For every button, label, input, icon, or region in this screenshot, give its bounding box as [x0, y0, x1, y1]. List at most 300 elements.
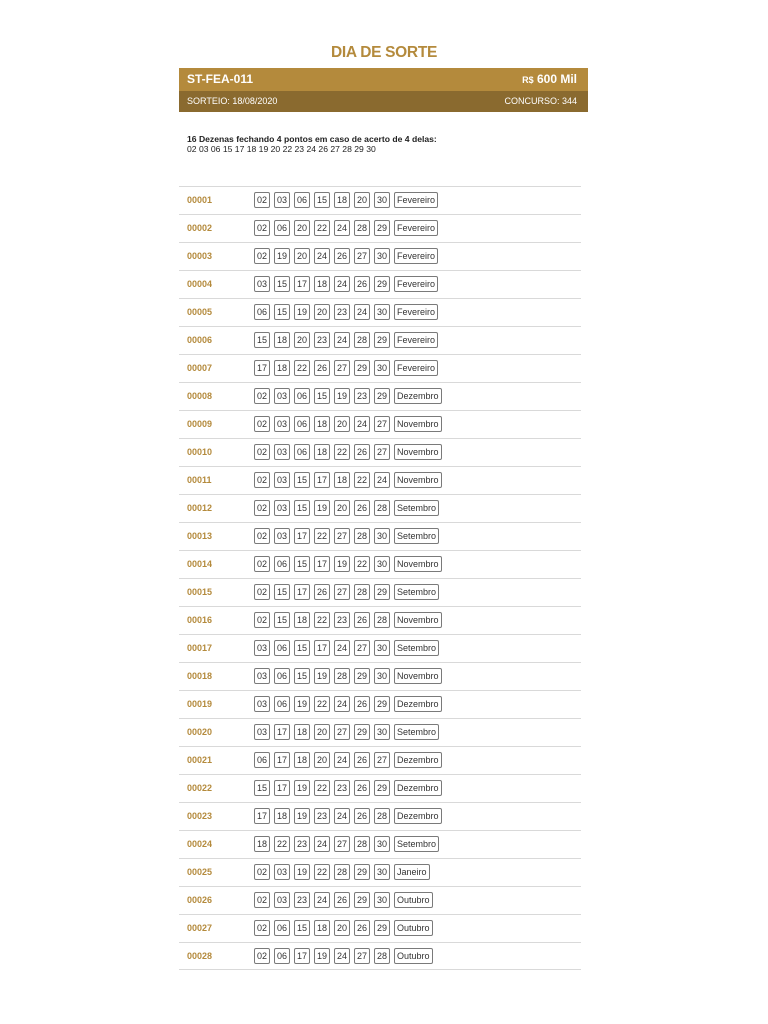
- month-cell: Dezembro: [394, 780, 442, 796]
- number-cell: 19: [334, 388, 350, 404]
- game-id: 00002: [187, 223, 213, 233]
- number-cells: [254, 500, 439, 516]
- number-cell: 30: [374, 360, 390, 376]
- game-id: 00023: [187, 811, 213, 821]
- number-cell: 20: [354, 192, 370, 208]
- number-cell: 24: [334, 696, 350, 712]
- month-cell: Novembro: [394, 416, 442, 432]
- number-cell: 27: [334, 360, 350, 376]
- game-id: 00008: [187, 391, 213, 401]
- number-cell: 02: [254, 528, 270, 544]
- game-id: 00001: [187, 195, 213, 205]
- number-cells: [254, 864, 430, 880]
- info-description: 16 Dezenas fechando 4 pontos em caso de acerto de 4 delas:: [187, 134, 437, 144]
- number-cells: [254, 696, 442, 712]
- number-cell: 22: [314, 780, 330, 796]
- game-id: 00024: [187, 839, 213, 849]
- number-cells: [254, 388, 442, 404]
- number-cell: 28: [374, 612, 390, 628]
- number-cell: 18: [274, 808, 290, 824]
- number-cell: 19: [294, 780, 310, 796]
- number-cell: 20: [334, 500, 350, 516]
- number-cells: [254, 892, 433, 908]
- month-cell: Dezembro: [394, 388, 442, 404]
- game-id: 00013: [187, 531, 213, 541]
- draw-date: SORTEIO: 18/08/2020: [187, 96, 278, 106]
- number-cell: 26: [334, 248, 350, 264]
- prize-amount: [522, 72, 577, 86]
- table-row: [179, 326, 581, 354]
- number-cells: [254, 416, 442, 432]
- month-cell: Setembro: [394, 500, 439, 516]
- number-cell: 18: [294, 752, 310, 768]
- number-cell: 28: [374, 808, 390, 824]
- number-cell: 20: [314, 724, 330, 740]
- number-cell: 02: [254, 612, 270, 628]
- month-cell: Setembro: [394, 528, 439, 544]
- number-cell: 15: [294, 472, 310, 488]
- number-cell: 17: [294, 528, 310, 544]
- number-cell: 02: [254, 920, 270, 936]
- number-cell: 06: [254, 752, 270, 768]
- number-cell: 26: [354, 444, 370, 460]
- month-cell: Novembro: [394, 556, 442, 572]
- number-cell: 24: [314, 892, 330, 908]
- table-row: [179, 690, 581, 718]
- number-cell: 26: [354, 808, 370, 824]
- subheader-band: [179, 91, 588, 112]
- number-cells: [254, 752, 442, 768]
- number-cell: 19: [314, 668, 330, 684]
- number-cell: 03: [274, 528, 290, 544]
- number-cell: 18: [314, 920, 330, 936]
- table-row: [179, 886, 581, 914]
- number-cell: 02: [254, 248, 270, 264]
- game-id: 00028: [187, 951, 213, 961]
- numbers-info: [187, 134, 437, 154]
- game-id: 00019: [187, 699, 213, 709]
- number-cell: 30: [374, 640, 390, 656]
- month-cell: Fevereiro: [394, 192, 438, 208]
- game-id: 00009: [187, 419, 213, 429]
- number-cell: 18: [314, 276, 330, 292]
- number-cells: [254, 836, 439, 852]
- number-cell: 03: [254, 696, 270, 712]
- number-cell: 15: [314, 388, 330, 404]
- table-row: [179, 298, 581, 326]
- number-cell: 24: [374, 472, 390, 488]
- number-cell: 27: [354, 640, 370, 656]
- number-cell: 23: [294, 892, 310, 908]
- number-cells: [254, 472, 442, 488]
- number-cell: 22: [294, 360, 310, 376]
- number-cell: 17: [294, 584, 310, 600]
- number-cells: [254, 192, 438, 208]
- number-cell: 03: [274, 192, 290, 208]
- number-cell: 18: [334, 192, 350, 208]
- number-cell: 28: [354, 836, 370, 852]
- number-cell: 20: [294, 332, 310, 348]
- number-cell: 03: [274, 444, 290, 460]
- number-cell: 06: [294, 388, 310, 404]
- number-cell: 28: [334, 668, 350, 684]
- number-cell: 22: [334, 444, 350, 460]
- number-cell: 30: [374, 668, 390, 684]
- number-cell: 20: [314, 304, 330, 320]
- number-cells: [254, 584, 439, 600]
- month-cell: Setembro: [394, 584, 439, 600]
- table-row: [179, 438, 581, 466]
- number-cell: 27: [334, 584, 350, 600]
- game-id: 00026: [187, 895, 213, 905]
- table-row: [179, 578, 581, 606]
- number-cell: 02: [254, 584, 270, 600]
- table-row: [179, 270, 581, 298]
- table-row: [179, 410, 581, 438]
- number-cell: 06: [274, 220, 290, 236]
- month-cell: Novembro: [394, 612, 442, 628]
- number-cell: 29: [354, 864, 370, 880]
- number-cell: 18: [314, 444, 330, 460]
- number-cell: 27: [334, 836, 350, 852]
- number-cell: 15: [274, 276, 290, 292]
- number-cell: 02: [254, 444, 270, 460]
- game-id: 00021: [187, 755, 213, 765]
- number-cell: 06: [274, 556, 290, 572]
- number-cell: 30: [374, 836, 390, 852]
- month-cell: Fevereiro: [394, 276, 438, 292]
- number-cells: [254, 220, 438, 236]
- table-row: [179, 662, 581, 690]
- table-row: [179, 802, 581, 830]
- game-id: 00017: [187, 643, 213, 653]
- number-cells: [254, 304, 438, 320]
- number-cell: 17: [254, 360, 270, 376]
- game-id: 00014: [187, 559, 213, 569]
- number-cell: 15: [254, 332, 270, 348]
- number-cell: 24: [334, 752, 350, 768]
- number-cell: 15: [294, 640, 310, 656]
- number-cell: 28: [354, 528, 370, 544]
- table-row: [179, 746, 581, 774]
- number-cell: 18: [254, 836, 270, 852]
- number-cell: 23: [334, 304, 350, 320]
- number-cell: 27: [354, 248, 370, 264]
- header-band: [179, 68, 588, 91]
- number-cell: 26: [354, 696, 370, 712]
- number-cell: 24: [334, 332, 350, 348]
- number-cell: 19: [294, 304, 310, 320]
- number-cell: 27: [334, 724, 350, 740]
- number-cells: [254, 528, 439, 544]
- table-row: [179, 858, 581, 886]
- number-cell: 27: [354, 948, 370, 964]
- month-cell: Dezembro: [394, 752, 442, 768]
- number-cell: 30: [374, 892, 390, 908]
- month-cell: Fevereiro: [394, 220, 438, 236]
- table-row: [179, 494, 581, 522]
- number-cell: 02: [254, 948, 270, 964]
- number-cell: 15: [294, 500, 310, 516]
- month-cell: Dezembro: [394, 696, 442, 712]
- month-cell: Setembro: [394, 724, 439, 740]
- number-cell: 23: [314, 332, 330, 348]
- number-cell: 17: [314, 472, 330, 488]
- number-cell: 24: [334, 948, 350, 964]
- number-cell: 06: [294, 416, 310, 432]
- number-cell: 27: [334, 528, 350, 544]
- number-cell: 15: [294, 556, 310, 572]
- number-cell: 28: [354, 220, 370, 236]
- number-cell: 06: [254, 304, 270, 320]
- number-cell: 06: [274, 948, 290, 964]
- prize-currency: R$: [522, 75, 534, 85]
- number-cell: 26: [354, 920, 370, 936]
- game-id: 00003: [187, 251, 213, 261]
- number-cell: 15: [274, 584, 290, 600]
- number-cell: 02: [254, 416, 270, 432]
- number-cell: 26: [354, 276, 370, 292]
- number-cell: 20: [334, 920, 350, 936]
- month-cell: Dezembro: [394, 808, 442, 824]
- number-cell: 27: [374, 416, 390, 432]
- number-cell: 22: [314, 612, 330, 628]
- table-row: [179, 634, 581, 662]
- number-cell: 30: [374, 528, 390, 544]
- number-cell: 15: [274, 612, 290, 628]
- number-cell: 24: [314, 248, 330, 264]
- number-cell: 17: [294, 276, 310, 292]
- number-cell: 02: [254, 472, 270, 488]
- number-cell: 28: [354, 332, 370, 348]
- number-cell: 18: [274, 360, 290, 376]
- number-cell: 28: [354, 584, 370, 600]
- number-cell: 29: [354, 724, 370, 740]
- number-cell: 17: [274, 724, 290, 740]
- table-row: [179, 550, 581, 578]
- number-cells: [254, 780, 442, 796]
- month-cell: Novembro: [394, 472, 442, 488]
- number-cell: 20: [314, 752, 330, 768]
- number-cell: 18: [274, 332, 290, 348]
- table-row: [179, 606, 581, 634]
- number-cell: 26: [354, 500, 370, 516]
- number-cells: [254, 808, 442, 824]
- number-cell: 15: [314, 192, 330, 208]
- number-cell: 30: [374, 556, 390, 572]
- info-numbers: 02 03 06 15 17 18 19 20 22 23 24 26 27 28 29 30: [187, 144, 376, 154]
- number-cell: 29: [374, 332, 390, 348]
- number-cell: 06: [274, 696, 290, 712]
- number-cell: 30: [374, 724, 390, 740]
- number-cells: [254, 668, 442, 684]
- number-cell: 26: [314, 360, 330, 376]
- number-cell: 03: [254, 276, 270, 292]
- number-cell: 29: [354, 892, 370, 908]
- game-id: 00007: [187, 363, 213, 373]
- number-cell: 26: [354, 780, 370, 796]
- number-cell: 23: [334, 780, 350, 796]
- number-cells: [254, 248, 438, 264]
- number-cell: 15: [254, 780, 270, 796]
- number-cell: 29: [374, 220, 390, 236]
- number-cell: 17: [254, 808, 270, 824]
- number-cell: 26: [314, 584, 330, 600]
- number-cell: 02: [254, 892, 270, 908]
- number-cell: 03: [274, 416, 290, 432]
- number-cell: 23: [354, 388, 370, 404]
- number-cells: [254, 920, 433, 936]
- number-cell: 20: [294, 248, 310, 264]
- number-cell: 15: [294, 920, 310, 936]
- number-cell: 29: [374, 920, 390, 936]
- table-row: [179, 522, 581, 550]
- number-cell: 22: [354, 556, 370, 572]
- number-cell: 29: [374, 584, 390, 600]
- number-cell: 28: [334, 864, 350, 880]
- number-cells: [254, 640, 439, 656]
- number-cell: 17: [274, 780, 290, 796]
- game-id: 00004: [187, 279, 213, 289]
- number-cell: 30: [374, 304, 390, 320]
- month-cell: Outubro: [394, 948, 433, 964]
- number-cell: 03: [254, 668, 270, 684]
- number-cell: 18: [334, 472, 350, 488]
- games-table: [179, 186, 581, 970]
- number-cell: 02: [254, 500, 270, 516]
- number-cells: [254, 276, 438, 292]
- table-row: [179, 774, 581, 802]
- number-cell: 03: [274, 500, 290, 516]
- number-cell: 02: [254, 388, 270, 404]
- table-row: [179, 382, 581, 410]
- number-cell: 19: [334, 556, 350, 572]
- month-cell: Setembro: [394, 640, 439, 656]
- number-cell: 24: [334, 640, 350, 656]
- number-cells: [254, 360, 438, 376]
- number-cell: 03: [274, 892, 290, 908]
- game-id: 00018: [187, 671, 213, 681]
- number-cell: 03: [274, 472, 290, 488]
- number-cell: 19: [314, 500, 330, 516]
- number-cell: 24: [334, 808, 350, 824]
- number-cell: 29: [374, 696, 390, 712]
- number-cell: 23: [294, 836, 310, 852]
- table-row: [179, 242, 581, 270]
- table-row: [179, 718, 581, 746]
- number-cell: 22: [314, 220, 330, 236]
- number-cell: 27: [374, 444, 390, 460]
- month-cell: Novembro: [394, 444, 442, 460]
- number-cell: 17: [314, 556, 330, 572]
- number-cell: 26: [334, 892, 350, 908]
- month-cell: Fevereiro: [394, 360, 438, 376]
- month-cell: Setembro: [394, 836, 439, 852]
- table-row: [179, 354, 581, 382]
- game-id: 00010: [187, 447, 213, 457]
- number-cell: 20: [334, 416, 350, 432]
- month-cell: Outubro: [394, 920, 433, 936]
- table-row: [179, 942, 581, 970]
- game-id: 00011: [187, 475, 212, 485]
- number-cell: 03: [254, 724, 270, 740]
- game-id: 00016: [187, 615, 213, 625]
- table-row: [179, 214, 581, 242]
- number-cell: 06: [274, 920, 290, 936]
- number-cell: 03: [254, 640, 270, 656]
- number-cell: 24: [354, 416, 370, 432]
- number-cell: 22: [314, 696, 330, 712]
- number-cell: 28: [374, 948, 390, 964]
- number-cell: 19: [294, 864, 310, 880]
- number-cell: 24: [334, 276, 350, 292]
- number-cell: 17: [314, 640, 330, 656]
- number-cell: 06: [274, 640, 290, 656]
- number-cell: 17: [294, 948, 310, 964]
- number-cell: 06: [274, 668, 290, 684]
- number-cell: 03: [274, 388, 290, 404]
- number-cell: 20: [294, 220, 310, 236]
- month-cell: Outubro: [394, 892, 433, 908]
- number-cell: 23: [314, 808, 330, 824]
- number-cell: 22: [314, 864, 330, 880]
- number-cell: 24: [334, 220, 350, 236]
- game-id: 00020: [187, 727, 213, 737]
- number-cell: 24: [314, 836, 330, 852]
- number-cell: 19: [294, 696, 310, 712]
- game-code: ST-FEA-011: [187, 72, 254, 86]
- number-cell: 23: [334, 612, 350, 628]
- number-cells: [254, 612, 442, 628]
- number-cell: 29: [374, 276, 390, 292]
- number-cell: 26: [354, 752, 370, 768]
- game-id: 00005: [187, 307, 213, 317]
- number-cell: 06: [294, 444, 310, 460]
- number-cell: 28: [374, 500, 390, 516]
- number-cell: 30: [374, 864, 390, 880]
- game-id: 00022: [187, 783, 213, 793]
- number-cell: 19: [274, 248, 290, 264]
- prize-value: 600 Mil: [536, 72, 577, 86]
- page-title: DIA DE SORTE: [330, 44, 438, 61]
- number-cell: 29: [374, 780, 390, 796]
- number-cell: 30: [374, 192, 390, 208]
- number-cells: [254, 948, 433, 964]
- table-row: [179, 914, 581, 942]
- number-cell: 02: [254, 220, 270, 236]
- number-cell: 19: [314, 948, 330, 964]
- number-cell: 19: [294, 808, 310, 824]
- number-cell: 06: [294, 192, 310, 208]
- number-cell: 30: [374, 248, 390, 264]
- number-cell: 22: [274, 836, 290, 852]
- number-cell: 22: [354, 472, 370, 488]
- number-cell: 26: [354, 612, 370, 628]
- number-cell: 24: [354, 304, 370, 320]
- game-id: 00027: [187, 923, 213, 933]
- game-id: 00015: [187, 587, 213, 597]
- number-cell: 02: [254, 192, 270, 208]
- number-cell: 02: [254, 864, 270, 880]
- contest-number: CONCURSO: 344: [504, 96, 577, 106]
- number-cells: [254, 724, 439, 740]
- month-cell: Fevereiro: [394, 304, 438, 320]
- number-cell: 15: [274, 304, 290, 320]
- number-cell: 18: [294, 724, 310, 740]
- table-row: [179, 466, 581, 494]
- month-cell: Fevereiro: [394, 332, 438, 348]
- game-id: 00006: [187, 335, 213, 345]
